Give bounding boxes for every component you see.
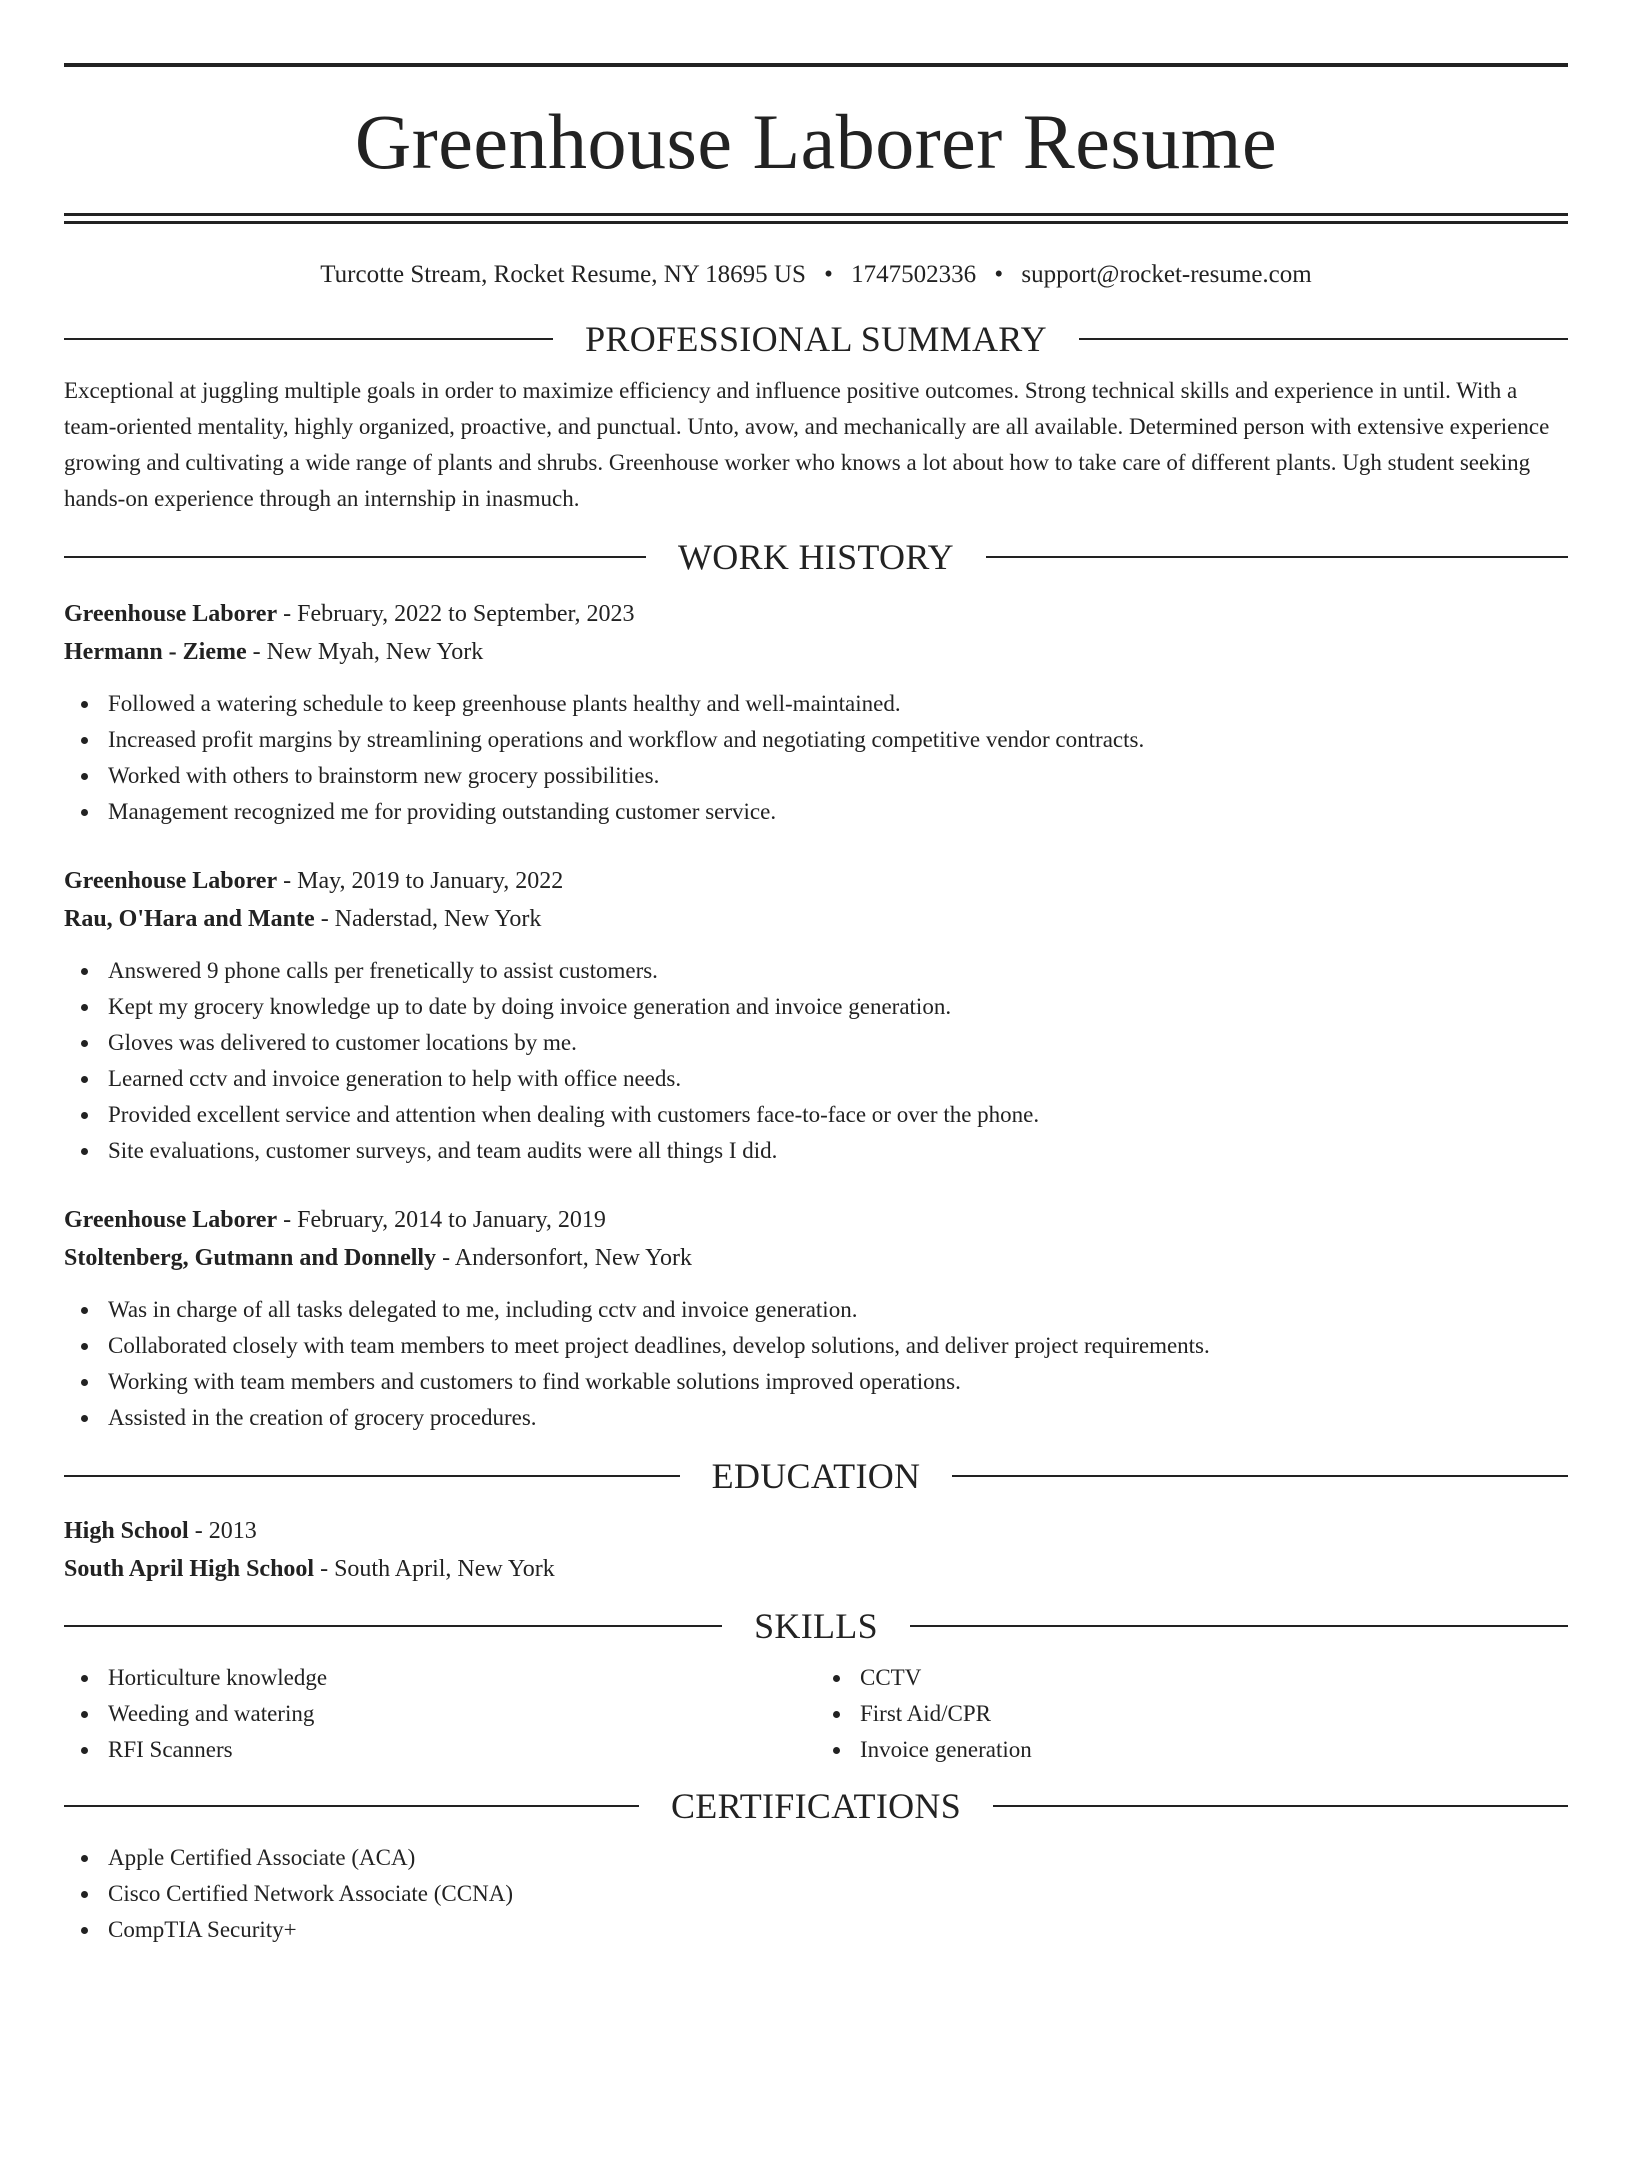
- contact-separator: •: [994, 261, 1004, 288]
- job-company-line: [64, 900, 1568, 938]
- section-header-certifications: [64, 1788, 1568, 1824]
- job-title: Greenhouse Laborer: [64, 868, 278, 894]
- job-company-line: [64, 1239, 1568, 1277]
- job-company: Rau, O'Hara and Mante: [64, 906, 315, 932]
- education-entry: [64, 1512, 1568, 1588]
- list-item: Learned cctv and invoice generation to help with office needs.: [64, 1061, 1568, 1097]
- section-rule: [64, 1475, 680, 1477]
- list-item: Assisted in the creation of grocery procedures.: [64, 1400, 1568, 1436]
- section-header-education: [64, 1458, 1568, 1494]
- job-title: Greenhouse Laborer: [64, 601, 278, 627]
- contact-phone: 1747502336: [851, 261, 977, 288]
- contact-email: support@rocket-resume.com: [1021, 261, 1312, 288]
- contact-line: [64, 262, 1568, 287]
- job-location: - New Myah, New York: [246, 639, 484, 665]
- job-title-line: [64, 595, 1568, 633]
- education-degree: High School: [64, 1518, 189, 1544]
- list-item: CompTIA Security+: [64, 1912, 1568, 1948]
- list-item: Management recognized me for providing outstanding customer service.: [64, 794, 1568, 830]
- section-header-skills: [64, 1608, 1568, 1644]
- list-item: Collaborated closely with team members to meet project deadlines, develop solutions, and deliver project requirements.: [64, 1328, 1568, 1364]
- section-rule: [986, 556, 1568, 558]
- job-location: - Andersonfort, New York: [436, 1245, 693, 1271]
- job-company: Hermann - Zieme: [64, 639, 247, 665]
- job-entry: [64, 1201, 1568, 1436]
- list-item: Invoice generation: [816, 1732, 1568, 1768]
- section-title: WORK HISTORY: [678, 537, 954, 577]
- list-item: Was in charge of all tasks delegated to me, including cctv and invoice generation.: [64, 1292, 1568, 1328]
- job-dates: - May, 2019 to January, 2022: [277, 868, 564, 894]
- section-title: CERTIFICATIONS: [670, 1786, 962, 1826]
- list-item: Provided excellent service and attention when dealing with customers face-to-face or over the phone.: [64, 1097, 1568, 1133]
- job-entry: [64, 862, 1568, 1169]
- job-entry: [64, 595, 1568, 830]
- skills-column-right: [816, 1660, 1568, 1768]
- job-company-line: [64, 633, 1568, 671]
- section-title: PROFESSIONAL SUMMARY: [585, 319, 1047, 359]
- job-location: - Naderstad, New York: [314, 906, 542, 932]
- section-rule: [952, 1475, 1568, 1477]
- summary-text: Exceptional at juggling multiple goals in order to maximize efficiency and influence positive outcomes. Strong technical skills and experience in until. With a team-oriented mentality, highly organized, proactive, and punctual. Unto, avow, and mechanically are all available. Determined person with extensive experience growing and cultivating a wide range of plants and shrubs. Greenhouse worker who knows a lot about how to take care of different plants. Ugh student seeking hands-on experience through an internship in inasmuch.: [64, 378, 1550, 511]
- job-title-line: [64, 862, 1568, 900]
- page-title: Greenhouse Laborer Resume: [354, 98, 1278, 185]
- list-item: Answered 9 phone calls per frenetically to assist customers.: [64, 953, 1568, 989]
- section-header-work: [64, 539, 1568, 575]
- list-item: Cisco Certified Network Associate (CCNA): [64, 1876, 1568, 1912]
- section-rule: [64, 556, 646, 558]
- list-item: Increased profit margins by streamlining operations and workflow and negotiating competitive vendor contracts.: [64, 722, 1568, 758]
- list-item: Kept my grocery knowledge up to date by doing invoice generation and invoice generation.: [64, 989, 1568, 1025]
- list-item: Worked with others to brainstorm new grocery possibilities.: [64, 758, 1568, 794]
- section-title: EDUCATION: [711, 1456, 921, 1496]
- section-rule: [64, 338, 553, 340]
- job-title-line: [64, 1201, 1568, 1239]
- section-rule: [64, 1805, 639, 1807]
- section-rule: [1079, 338, 1568, 340]
- list-item: Apple Certified Associate (ACA): [64, 1840, 1568, 1876]
- section-title: SKILLS: [754, 1606, 878, 1646]
- list-item: Site evaluations, customer surveys, and team audits were all things I did.: [64, 1133, 1568, 1169]
- education-year: - 2013: [188, 1518, 257, 1544]
- list-item: Gloves was delivered to customer locations by me.: [64, 1025, 1568, 1061]
- job-company: Stoltenberg, Gutmann and Donnelly: [64, 1245, 437, 1271]
- education-school-line: [64, 1550, 1568, 1588]
- job-bullets: [64, 686, 1568, 830]
- education-location: - South April, New York: [314, 1556, 555, 1582]
- job-dates: - February, 2014 to January, 2019: [277, 1207, 606, 1233]
- job-dates: - February, 2022 to September, 2023: [277, 601, 635, 627]
- education-school: South April High School: [64, 1556, 315, 1582]
- list-item: RFI Scanners: [64, 1732, 816, 1768]
- resume-page: [0, 63, 1632, 2175]
- skills-column-left: [64, 1660, 816, 1768]
- section-rule: [993, 1805, 1568, 1807]
- job-title: Greenhouse Laborer: [64, 1207, 278, 1233]
- list-item: Horticulture knowledge: [64, 1660, 816, 1696]
- contact-address: Turcotte Stream, Rocket Resume, NY 18695 US: [320, 261, 806, 288]
- top-rule: [64, 63, 1568, 67]
- job-bullets: [64, 953, 1568, 1169]
- list-item: Working with team members and customers to find workable solutions improved operations.: [64, 1364, 1568, 1400]
- list-item: Weeding and watering: [64, 1696, 816, 1732]
- skills-grid: [64, 1660, 1568, 1768]
- education-degree-line: [64, 1512, 1568, 1550]
- section-rule: [910, 1625, 1568, 1627]
- list-item: Followed a watering schedule to keep greenhouse plants healthy and well-maintained.: [64, 686, 1568, 722]
- section-header-summary: [64, 321, 1568, 357]
- title-double-rule: [64, 213, 1568, 224]
- contact-separator: •: [824, 261, 833, 288]
- certifications-list: [64, 1840, 1568, 1948]
- list-item: CCTV: [816, 1660, 1568, 1696]
- list-item: First Aid/CPR: [816, 1696, 1568, 1732]
- section-rule: [64, 1625, 722, 1627]
- job-bullets: [64, 1292, 1568, 1436]
